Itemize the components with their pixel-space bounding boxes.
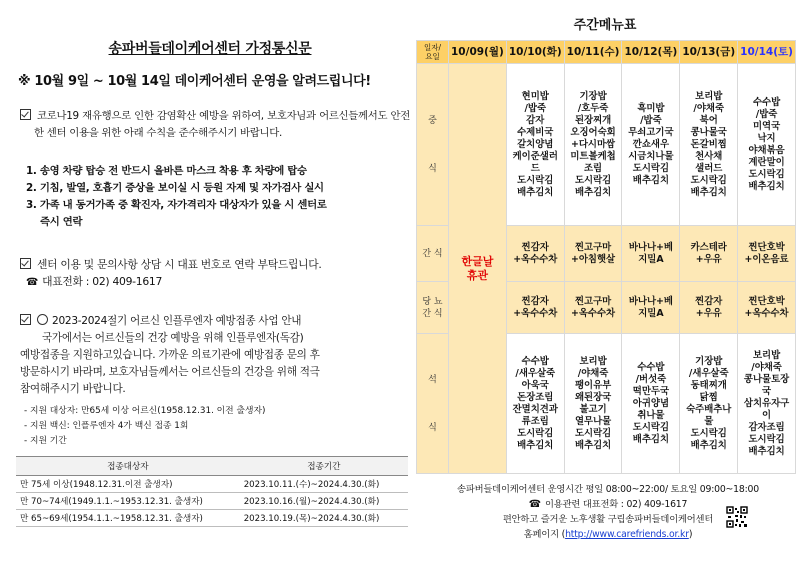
menu-item: 도시락김: [632, 162, 670, 174]
menu-item: /야채죽: [577, 367, 609, 379]
menu-item: 도시락김: [574, 174, 612, 186]
vaccine-line: 참여해주시기 바랍니다.: [20, 383, 126, 395]
menu-item: +옥수수차: [744, 307, 789, 319]
menu-cell: [622, 334, 680, 474]
table-cell: 만 75세 이상(1948.12.31.이전 출생자): [16, 476, 240, 493]
menu-item: 찐고구마: [574, 295, 612, 307]
menu-item: 계란말이: [748, 156, 785, 168]
covid-notice-text: 코로나19 재유행으로 인한 감염확산 예방을 위하여, 보호자님과 어르신들께서도 안전한 센터 이용을 위한 아래 수칙을 준수해주시기 바랍니다.: [34, 110, 410, 139]
table-cell: 만 70~74세(1949.1.1.~1953.12.31. 출생자): [16, 493, 240, 510]
menu-item: 감자조림: [748, 421, 785, 433]
menu-cell: [622, 226, 680, 282]
operating-hours: 송파버들데이케어센터 운영시간 평일 08:00~22:00/ 토요일 09:00~18:00: [457, 484, 759, 495]
day-header: 10/09(월): [449, 41, 507, 64]
phone-text: 대표전화 : 02) 409-1617: [42, 275, 163, 288]
menu-item: 배추김치: [748, 180, 785, 192]
menu-item: 된장찌개: [574, 114, 612, 126]
row-label-lunch: 중 식: [417, 64, 449, 226]
slogan: 편안하고 즐거운 노후생활 구립송파버들데이케어센터: [502, 514, 714, 525]
menu-cell: [506, 64, 564, 226]
menu-item: 배추김치: [748, 445, 785, 457]
menu-item: 북어: [699, 114, 718, 126]
menu-item: 도시락김: [690, 427, 727, 439]
menu-cell: [680, 64, 738, 226]
rule-item: 즉시 연락: [40, 216, 83, 228]
menu-item: 도시락김: [517, 174, 554, 186]
menu-cell: [680, 334, 738, 474]
menu-item: 아귀양념: [632, 397, 670, 409]
vaccine-detail: - 지원 대상자: 만65세 이상 어르신(1958.12.31. 이전 출생자): [24, 406, 266, 416]
menu-item: 배추김치: [517, 186, 554, 198]
weekly-menu-table: [416, 40, 796, 474]
menu-item: 바나나+베: [628, 295, 673, 307]
menu-item: 도시락김: [632, 421, 670, 433]
menu-item: 수제비국: [517, 126, 554, 138]
checkbox-icon: [20, 109, 31, 120]
menu-item: 왜된장국: [574, 391, 612, 403]
menu-item: 닭찜: [699, 391, 718, 403]
menu-item: 보리밥: [752, 349, 781, 361]
menu-item: 수수밥: [521, 355, 549, 367]
vaccine-line: 국가에서는 어르신들의 건강 예방을 위해 인플루엔자(독감): [42, 332, 304, 344]
menu-item: +이온음료: [744, 253, 789, 265]
menu-cell: [564, 226, 622, 282]
menu-item: 조림: [584, 162, 603, 174]
menu-item: 동태찌개: [690, 379, 727, 391]
menu-item: 배추김치: [632, 433, 670, 445]
menu-item: 배추김치: [690, 439, 727, 451]
menu-cell: [506, 282, 564, 334]
menu-item: 기장밥: [579, 90, 607, 102]
day-header-saturday: 10/14(토): [738, 41, 796, 64]
menu-cell: [738, 334, 796, 474]
table-cell: 만 65~69세(1954.1.1.~1958.12.31. 출생자): [16, 510, 240, 527]
menu-cell: [738, 64, 796, 226]
menu-item: /밥죽: [755, 108, 778, 120]
menu-item: 현미밥: [521, 90, 549, 102]
menu-item: /밥죽: [524, 102, 547, 114]
menu-item: 흑미밥: [637, 102, 665, 114]
menu-item: 도시락김: [574, 427, 612, 439]
menu-item: +옥수수차: [513, 307, 558, 319]
menu-item: 배추김치: [574, 439, 612, 451]
menu-item: 배추김치: [517, 439, 554, 451]
vaccine-line: 방문하시기 바라며, 보호자님들께서는 어르신들의 건강을 위해 적극: [20, 366, 320, 378]
table-cell: 2023.10.19.(목)~2024.4.30.(화): [240, 510, 408, 527]
table-header: 접종대상자: [16, 457, 240, 476]
menu-item: /야채죽: [693, 102, 725, 114]
row-label-diabetic-snack: 당 뇨 간 식: [417, 282, 449, 334]
menu-item: 기장밥: [695, 355, 723, 367]
circle-icon: [37, 314, 48, 325]
menu-cell: [738, 226, 796, 282]
menu-item: 배추김치: [690, 186, 727, 198]
menu-item: 국: [762, 385, 772, 397]
checkbox-icon: [20, 258, 31, 269]
menu-item: 찐감자: [521, 241, 549, 253]
menu-item: 케이준샐러: [512, 150, 558, 162]
menu-cell: [564, 282, 622, 334]
homepage-label: 홈페이지 (: [523, 529, 566, 540]
menu-item: 수수밥: [637, 361, 665, 373]
menu-cell: [738, 282, 796, 334]
menu-item: 취나물: [637, 409, 665, 421]
menu-item: 콩나물토장: [743, 373, 790, 385]
menu-item: 숙주배추나: [686, 403, 732, 415]
vaccine-line: 예방접종을 지원하고있습니다. 가까운 의료기관에 예방접종 문의 후: [20, 349, 320, 361]
rules-list: [26, 163, 416, 231]
table-row: [16, 476, 408, 493]
menu-item: 잔멸치견과: [512, 403, 558, 415]
vaccine-details: [24, 404, 414, 449]
qr-code-icon[interactable]: [726, 506, 748, 528]
menu-item: 도시락김: [748, 433, 785, 445]
phone-icon: ☎: [26, 277, 39, 288]
day-header: 10/12(목): [622, 41, 680, 64]
menu-item: 삼치유자구: [743, 397, 790, 409]
menu-item: /새우살죽: [515, 367, 556, 379]
menu-item: 도시락김: [748, 168, 785, 180]
vaccine-detail: - 지원 백신: 인플루엔자 4가 백신 접종 1회: [24, 421, 189, 431]
operation-headline: ※ 10월 9일 ~ 10월 14일 데이케어센터 운영을 알려드립니다!: [18, 74, 371, 89]
menu-item: 드: [530, 162, 540, 174]
menu-item: 찐감자: [521, 295, 549, 307]
lunch-row: [417, 64, 796, 226]
day-header: 10/10(화): [506, 41, 564, 64]
row-label-dinner: 석 식: [417, 334, 449, 474]
homepage-close: ): [688, 529, 693, 540]
menu-item: 배추김치: [574, 186, 612, 198]
menu-item: 미트볼케첩: [570, 150, 616, 162]
rule-item: 1. 송영 차량 탑승 전 반드시 올바른 마스크 착용 후 차량에 탑승: [26, 165, 307, 177]
menu-item: 지밀A: [638, 307, 664, 319]
menu-item: 지밀A: [638, 253, 664, 265]
menu-item: /호두죽: [577, 102, 609, 114]
menu-item: 감자: [526, 114, 545, 126]
menu-item: 깐쇼새우: [632, 138, 670, 150]
menu-item: 열무나물: [574, 415, 612, 427]
homepage-link[interactable]: http://www.carefriends.or.kr: [565, 529, 689, 540]
table-row: [16, 493, 408, 510]
menu-item: +아침햇살: [571, 253, 616, 265]
menu-cell: [622, 282, 680, 334]
day-header: 10/13(금): [680, 41, 738, 64]
menu-item: 찐단호박: [748, 295, 785, 307]
menu-item: /버섯죽: [635, 373, 667, 385]
menu-item: 수수밥: [752, 96, 781, 108]
table-cell: 2023.10.16.(월)~2024.4.30.(화): [240, 493, 408, 510]
contact-phone: 이용관련 대표전화 : 02) 409-1617: [545, 499, 688, 510]
menu-cell: [506, 226, 564, 282]
covid-notice: [20, 108, 410, 142]
holiday-cell: 한글날 휴관: [449, 64, 507, 474]
vaccine-notice: [20, 313, 412, 398]
vaccine-detail: - 지원 기간: [24, 436, 67, 446]
menu-item: 도시락김: [690, 174, 727, 186]
menu-title: 주간메뉴표: [573, 18, 637, 33]
table-row: [16, 510, 408, 527]
menu-item: 바나나+베: [628, 241, 673, 253]
menu-item: 이: [762, 409, 772, 421]
menu-cell: [680, 282, 738, 334]
menu-cell: [564, 64, 622, 226]
menu-item: 도시락김: [517, 427, 554, 439]
menu-item: 보리밥: [695, 90, 723, 102]
menu-item: 물: [704, 415, 714, 427]
corner-label: 일자/ 요일: [417, 41, 449, 64]
newsletter-title: 송파버들데이케어센터 가정통신문: [108, 41, 312, 57]
menu-item: /야채죽: [751, 361, 782, 373]
contact-notice-text: 센터 이용 및 문의사항 상담 시 대표 번호로 연락 부탁드립니다.: [37, 258, 322, 271]
vaccine-period-table: [16, 456, 408, 527]
menu-item: 배추김치: [632, 174, 670, 186]
menu-item: +다시마쌈: [571, 138, 616, 150]
menu-item: 샐러드: [695, 162, 723, 174]
rule-item: 2. 기침, 발열, 호흡기 증상을 보이실 시 등원 자제 및 자가검사 실시: [26, 182, 324, 194]
menu-cell: [622, 64, 680, 226]
menu-item: 오징어숙회: [570, 126, 616, 138]
menu-item: 찐단호박: [748, 241, 785, 253]
menu-item: +우유: [695, 253, 722, 265]
menu-item: 아욱국: [521, 379, 549, 391]
menu-item: 보리밥: [579, 355, 607, 367]
menu-item: 찐고구마: [574, 241, 612, 253]
menu-item: 무쇠고기국: [628, 126, 674, 138]
menu-item: 야채볶음: [748, 144, 785, 156]
menu-item: 돈갈비찜: [690, 138, 727, 150]
menu-item: 낙지: [757, 132, 776, 144]
phone-icon: ☎: [528, 499, 542, 510]
menu-item: 카스테라: [690, 241, 727, 253]
checkbox-icon: [20, 314, 31, 325]
table-header-row: [16, 457, 408, 476]
menu-cell: [506, 334, 564, 474]
menu-item: 미역국: [752, 120, 781, 132]
menu-item: 불고기: [579, 403, 607, 415]
menu-item: 콩나물국: [690, 126, 727, 138]
menu-item: 류조림: [521, 415, 549, 427]
menu-item: 천사채: [695, 150, 723, 162]
menu-item: /밥죽: [640, 114, 662, 126]
row-label-snack: 간 식: [417, 226, 449, 282]
rule-item: 3. 가족 내 동거가족 중 확진자, 자가격리자 대상자가 있을 시 센터로: [26, 199, 327, 211]
menu-item: 찐감자: [695, 295, 723, 307]
contact-notice: [20, 256, 415, 291]
vaccine-title: 2023-2024절기 어르신 인플루엔자 예방접종 사업 안내: [52, 315, 302, 327]
menu-item: +옥수수차: [513, 253, 558, 265]
menu-item: 갈치양념: [517, 138, 554, 150]
menu-item: +우유: [695, 307, 722, 319]
menu-cell: [680, 226, 738, 282]
day-header: 10/11(수): [564, 41, 622, 64]
menu-header-row: [417, 41, 796, 64]
menu-item: /새우살죽: [688, 367, 729, 379]
menu-item: 팽이유부: [574, 379, 612, 391]
menu-cell: [564, 334, 622, 474]
table-header: 접종기간: [240, 457, 408, 476]
menu-item: 시금치나물: [628, 150, 674, 162]
menu-item: 돈장조림: [517, 391, 554, 403]
menu-item: +옥수수차: [571, 307, 616, 319]
menu-item: 떡만두국: [632, 385, 670, 397]
table-cell: 2023.10.11.(수)~2024.4.30.(화): [240, 476, 408, 493]
